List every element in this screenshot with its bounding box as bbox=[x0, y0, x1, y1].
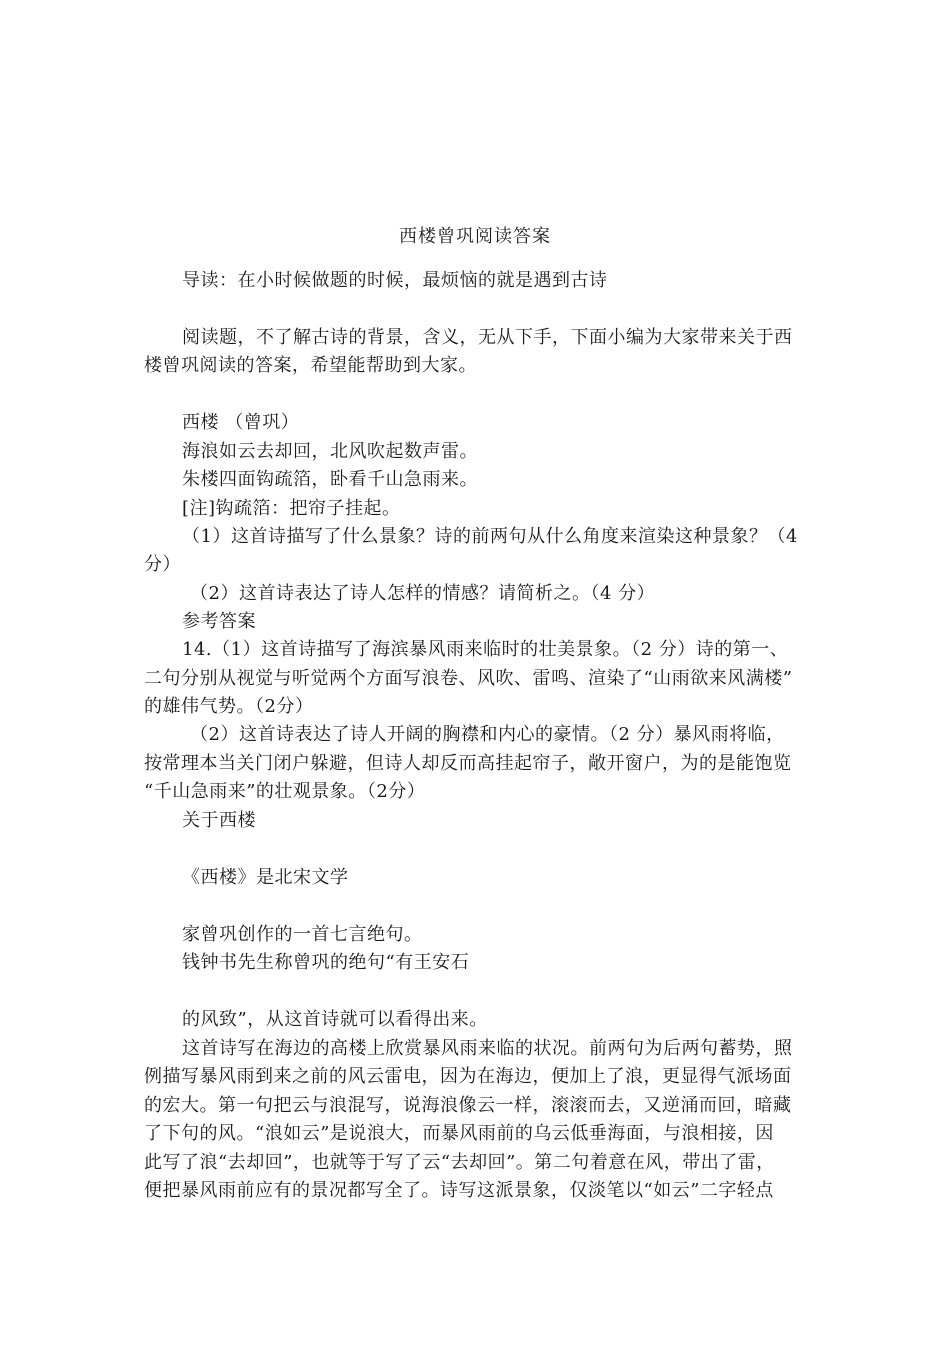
poem-note: [注]钩疏箔：把帘子挂起。 bbox=[182, 498, 401, 519]
analysis-line: 例描写暴风雨到来之前的风云雷电，因为在海边，便加上了浪，更显得气派场面 bbox=[144, 1066, 792, 1087]
about-line: 的风致”，从这首诗就可以看得出来。 bbox=[182, 1009, 488, 1030]
answer-line: 按常理本当关门闭户躲避，但诗人却反而高挂起帘子，敞开窗户，为的是能饱览 bbox=[144, 753, 792, 774]
answer-line: “千山急雨来”的壮观景象。（2分） bbox=[144, 781, 426, 802]
analysis-line: 的宏大。第一句把云与浪混写，说海浪像云一样，滚滚而去，又逆涌而回，暗藏 bbox=[144, 1095, 792, 1116]
analysis-line: 了下句的风。“浪如云”是说浪大，而暴风雨前的乌云低垂海面，与浪相接，因 bbox=[144, 1123, 774, 1144]
intro-paragraph-line: 楼曾巩阅读的答案，希望能帮助到大家。 bbox=[144, 355, 477, 376]
poem-title: 西楼 （曾巩） bbox=[182, 412, 300, 433]
answer-line: 14.（1）这首诗描写了海滨暴风雨来临时的壮美景象。（2 分）诗的第一、 bbox=[182, 639, 789, 660]
poem-line: 朱楼四面钩疏箔，卧看千山急雨来。 bbox=[182, 469, 478, 490]
question-line: （1）这首诗描写了什么景象？诗的前两句从什么角度来渲染这种景象？（4 bbox=[182, 526, 798, 547]
answer-line: 二句分别从视觉与听觉两个方面写浪卷、风吹、雷鸣、渲染了“山雨欲来风满楼” bbox=[144, 668, 793, 689]
about-line: 《西楼》是北宋文学 bbox=[182, 867, 349, 888]
intro-line: 导读：在小时候做题的时候，最烦恼的就是遇到古诗 bbox=[182, 270, 608, 291]
analysis-line: 便把暴风雨前应有的景况都写全了。诗写这派景象，仅淡笔以“如云”二字轻点 bbox=[144, 1180, 774, 1201]
answer-heading: 参考答案 bbox=[182, 611, 256, 632]
about-line: 家曾巩创作的一首七言绝句。 bbox=[182, 924, 423, 945]
analysis-line: 这首诗写在海边的高楼上欣赏暴风雨来临的状况。前两句为后两句蓄势，照 bbox=[182, 1038, 793, 1059]
about-line: 钱钟书先生称曾巩的绝句“有王安石 bbox=[182, 952, 470, 973]
poem-line: 海浪如云去却回，北风吹起数声雷。 bbox=[182, 441, 478, 462]
question-line: 分） bbox=[144, 554, 181, 575]
answer-line: （2）这首诗表达了诗人开阔的胸襟和内心的豪情。（2 分）暴风雨将临， bbox=[190, 724, 785, 745]
document-title: 西楼曾巩阅读答案 bbox=[399, 226, 551, 247]
analysis-line: 此写了浪“去却回”，也就等于写了云“去却回”。第二句着意在风，带出了雷， bbox=[144, 1152, 775, 1173]
answer-line: 的雄伟气势。（2分） bbox=[144, 696, 314, 717]
question-line: （2）这首诗表达了诗人怎样的情感？请简析之。（4 分） bbox=[190, 583, 656, 604]
section-heading: 关于西楼 bbox=[182, 810, 256, 831]
intro-paragraph-line: 阅读题，不了解古诗的背景，含义，无从下手，下面小编为大家带来关于西 bbox=[182, 327, 793, 348]
